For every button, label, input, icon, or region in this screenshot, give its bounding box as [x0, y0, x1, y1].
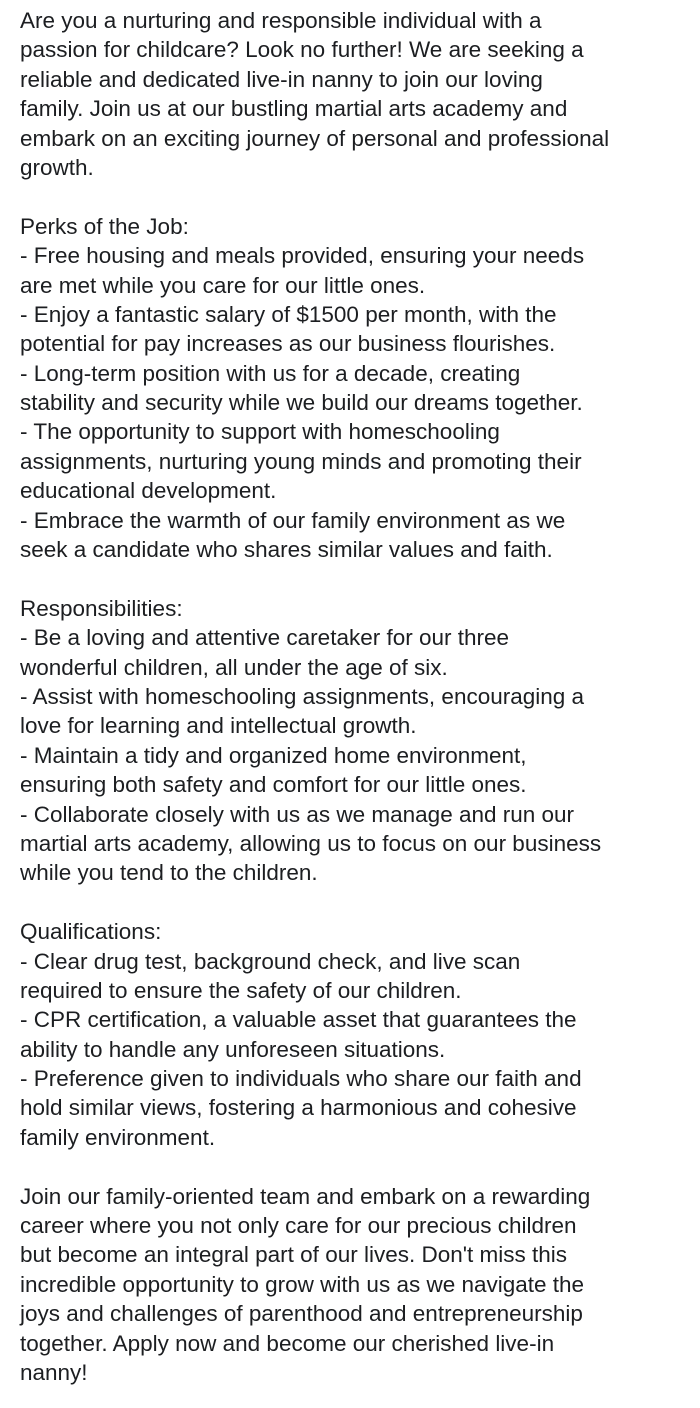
paragraph-gap: [20, 888, 686, 917]
perks-line: educational development.: [20, 478, 277, 504]
intro-line: reliable and dedicated live-in nanny to join our loving: [20, 66, 543, 92]
qualifications-line: - Clear drug test, background check, and live scan: [20, 948, 521, 974]
perks-line: - Long-term position with us for a decade, creating: [20, 360, 521, 386]
responsibilities-line: ensuring both safety and comfort for our little ones.: [20, 772, 527, 798]
intro-line: embark on an exciting journey of personal and professional: [20, 125, 610, 151]
closing-line: nanny!: [20, 1359, 88, 1385]
intro-line: Are you a nurturing and responsible individual with a: [20, 8, 542, 33]
perks-line: seek a candidate who shares similar values and faith.: [20, 537, 553, 563]
perks-line: stability and security while we build our dreams together.: [20, 390, 583, 416]
responsibilities-line: - Maintain a tidy and organized home environment,: [20, 742, 527, 768]
intro-line: passion for childcare? Look no further! We are seeking a: [20, 37, 584, 63]
perks-line: - Free housing and meals provided, ensuring your needs: [20, 243, 585, 269]
qualifications-line: hold similar views, fostering a harmonious and cohesive: [20, 1095, 577, 1121]
qualifications-line: required to ensure the safety of our children.: [20, 977, 462, 1003]
perks-line: - Enjoy a fantastic salary of $1500 per month, with the: [20, 301, 557, 327]
responsibilities-line: love for learning and intellectual growth.: [20, 713, 417, 739]
responsibilities-line: martial arts academy, allowing us to focus on our business: [20, 830, 602, 856]
responsibilities-line: - Collaborate closely with us as we manage and run our: [20, 801, 575, 827]
responsibilities-heading: Responsibilities:: [20, 595, 183, 621]
qualifications-heading: Qualifications:: [20, 919, 162, 945]
closing-line: career where you not only care for our precious children: [20, 1213, 577, 1239]
perks-line: are met while you care for our little ones.: [20, 272, 426, 298]
closing-line: together. Apply now and become our cherished live-in: [20, 1330, 555, 1356]
perks-heading: Perks of the Job:: [20, 213, 189, 239]
perks-line: potential for pay increases as our business flourishes.: [20, 331, 556, 357]
qualifications-line: - Preference given to individuals who share our faith and: [20, 1066, 582, 1092]
responsibilities-section: [20, 594, 686, 888]
paragraph-gap: [20, 1152, 686, 1181]
qualifications-section: [20, 917, 686, 1152]
intro-paragraph: [20, 6, 686, 182]
qualifications-line: family environment.: [20, 1124, 216, 1150]
perks-section: [20, 212, 686, 565]
perks-line: - Embrace the warmth of our family environment as we: [20, 507, 566, 533]
closing-line: joys and challenges of parenthood and entrepreneurship: [20, 1301, 583, 1327]
paragraph-gap: [20, 182, 686, 211]
responsibilities-line: wonderful children, all under the age of six.: [20, 654, 448, 680]
responsibilities-line: - Assist with homeschooling assignments, encouraging a: [20, 683, 585, 709]
responsibilities-line: - Be a loving and attentive caretaker for our three: [20, 625, 510, 651]
qualifications-line: ability to handle any unforeseen situations.: [20, 1036, 446, 1062]
qualifications-line: - CPR certification, a valuable asset that guarantees the: [20, 1007, 577, 1033]
closing-line: Join our family-oriented team and embark on a rewarding: [20, 1183, 591, 1209]
intro-line: growth.: [20, 154, 94, 180]
paragraph-gap: [20, 564, 686, 593]
closing-paragraph: [20, 1182, 686, 1388]
perks-line: assignments, nurturing young minds and promoting their: [20, 448, 582, 474]
closing-line: but become an integral part of our lives. Don't miss this: [20, 1242, 568, 1268]
post-body: [20, 6, 686, 1387]
closing-line: incredible opportunity to grow with us as we navigate the: [20, 1271, 585, 1297]
perks-line: - The opportunity to support with homeschooling: [20, 419, 500, 445]
responsibilities-line: while you tend to the children.: [20, 860, 318, 886]
intro-line: family. Join us at our bustling martial arts academy and: [20, 96, 568, 122]
